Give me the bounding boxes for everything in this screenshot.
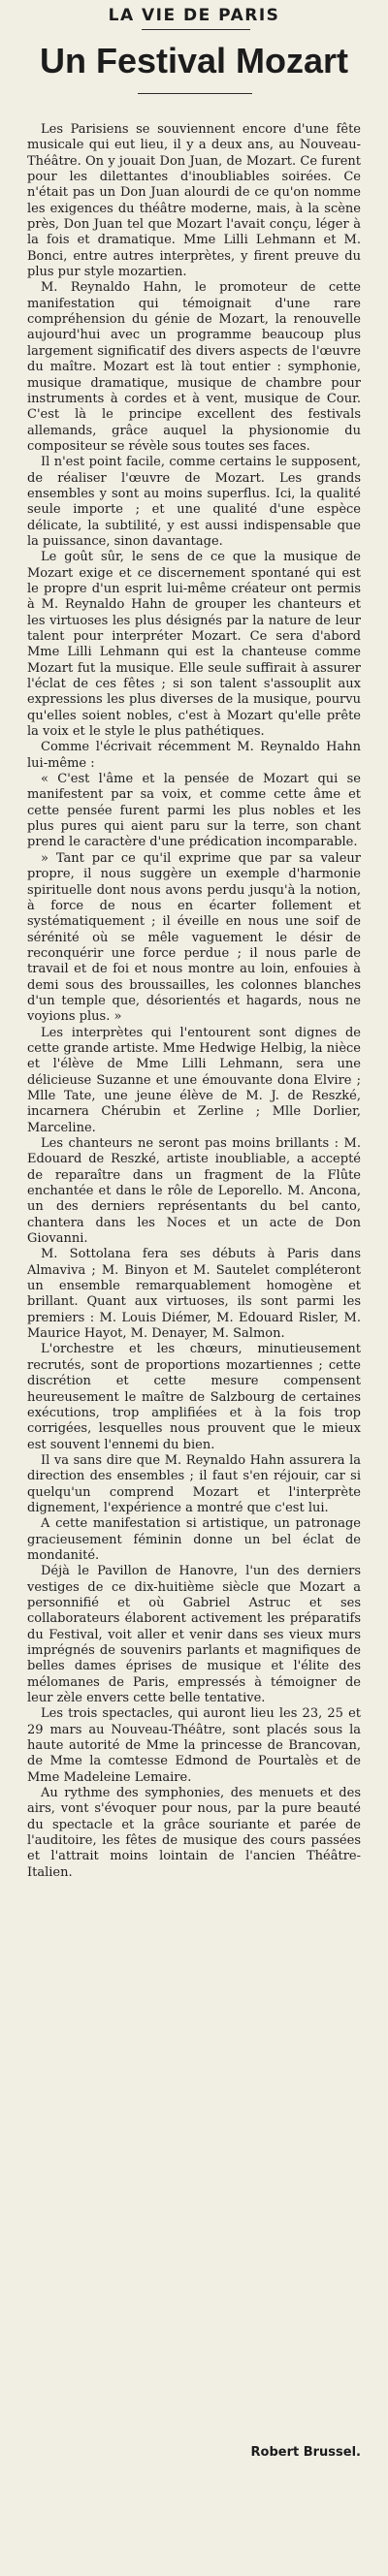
paragraph: Le goût sûr, le sens de ce que la musique de Mozart exige et ce discernement spontané qui est le propre d'un esprit lui-même créateur ont permis à M. Reynaldo Hahn de grouper les chanteurs et les virtuoses les plus désignés par la nature de leur talent pour interpréter Mozart. Ce sera d'abord Mme Lilli Lehmann qui est la chanteuse comme Mozart fut la musique. Elle seule suffirait à assurer l'éclat de ces fêtes ; si son talent s'assouplit aux expressions les plus diverses de la musique, pourvu qu'elles soient nobles, c'est à Mozart qu'elle prête la voix et le style le plus pathétiques. [27, 550, 361, 740]
quote-paragraph: « C'est l'âme et la pensée de Mozart qui se manifestent par sa voix, et comme cette âme et cette pensée furent parmi les plus nobles et les plus pures qui aient paru sur la terre, son chant prend le caractère d'une prédication incomparable. [27, 772, 361, 850]
paragraph: Les chanteurs ne seront pas moins brillants : M. Edouard de Reszké, artiste inoubliable, a accepté de reparaître dans un fragment de la Flûte enchantée et dans le rôle de Leporello. M. Ancona, un des derniers représentants du bel canto, chantera dans les Noces et un acte de Don Giovanni. [27, 1136, 361, 1247]
article-title: Un Festival Mozart [39, 41, 349, 80]
paragraph: A cette manifestation si artistique, un patronage gracieusement féminin donne un bel éclat de mondanité. [27, 1516, 361, 1563]
section-kicker: LA VIE DE PARIS [108, 6, 280, 25]
paragraph: Les Parisiens se souviennent encore d'une fête musicale qui eut lieu, il y a deux ans, au Nouveau-Théâtre. On y jouait Don Juan, de Mozart. Ce furent pour les dilettantes d'inoubliables soirées. Ce n'était pas un Don Juan alourdi de ce qu'on nomme les exigences du théâtre moderne, mais, à la scène près, Don Juan tel que Mozart l'avait conçu, léger à la fois et dramatique. Mme Lilli Lehmann et M. Bonci, entre autres interprètes, y firent preuve du plus pur style mozartien. [27, 122, 361, 280]
quote-paragraph: » Tant par ce qu'il exprime que par sa valeur propre, il nous suggère un exemple d'harmonie spirituelle dont nous avons perdu jusqu'à la notion, à force de nous en écarter follement et systématiquement ; il éveille en nous une soif de sérénité où se mêle vaguement le désir de reconquérir une force perdue ; il nous parle de travail et de foi et nous montre au loin, enfouies à demi sous des broussailles, les colonnes blanches d'un temple que, désorientés et hagards, nous ne voyions plus. » [27, 850, 361, 1025]
paragraph: Les interprètes qui l'entourent sont dignes de cette grande artiste. Mme Hedwige Helbig, la nièce et l'élève de Mme Lilli Lehmann, sera une délicieuse Suzanne et une émouvante dona Elvire ; Mlle Tate, une jeune élève de M. J. de Reszké, incarnera Chérubin et Zerline ; Mlle Dorlier, Marceline. [27, 1025, 361, 1135]
paragraph: Il n'est point facile, comme certains le supposent, de réaliser l'œuvre de Mozart. Les grands ensembles y sont au moins superflus. Ici, la qualité seule importe ; et une qualité d'une espèce délicate, la subtilité, y est aussi indispensable que la puissance, sinon davantage. [27, 455, 361, 549]
author-signature: Robert Brussel. [250, 2445, 361, 2460]
kicker-rule [142, 29, 250, 30]
paragraph: Au rythme des symphonies, des menuets et des airs, vont s'évoquer pour nous, par la pure beauté du spectacle et la grâce souriante et parée de l'auditoire, les fêtes de musique des cours passées et l'attrait moins lointain de l'ancien Théâtre-Italien. [27, 1786, 361, 1880]
paragraph: Les trois spectacles, qui auront lieu les 23, 25 et 29 mars au Nouveau-Théâtre, sont placés sous la haute autorité de Mme la princesse de Brancovan, de Mme la comtesse Edmond de Pourtalès et de Mme Madeleine Lemaire. [27, 1706, 361, 1785]
paragraph: Déjà le Pavillon de Hanovre, l'un des derniers vestiges de ce dix-huitième siècle que Mozart a personnifié et où Gabriel Astruc et ses collaborateurs élaborent activement les préparatifs du Festival, voit aller et venir dans ses vieux murs imprégnés de souvenirs parlants et magnifiques de belles dames éprises de musique et l'élite des mélomanes de Paris, empressés à témoigner de leur zèle envers cette belle tentative. [27, 1564, 361, 1706]
paragraph: Comme l'écrivait récemment M. Reynaldo Hahn lui-même : [27, 740, 361, 771]
paragraph: L'orchestre et les chœurs, minutieusement recrutés, sont de proportions mozartiennes ; cette discrétion et cette mesure compensent heureusement le maître de Salzbourg de certaines exécutions, trop amplifiées et à la fois trop corrigées, lesquelles nous prouvent que le mieux est souvent l'ennemi du bien. [27, 1342, 361, 1452]
article-body [27, 122, 361, 1881]
title-rule [138, 93, 252, 94]
paragraph: Il va sans dire que M. Reynaldo Hahn assurera la direction des ensembles ; il faut s'en réjouir, car si quelqu'un comprend Mozart et l'interprète dignement, l'expérience a montré que c'est lui. [27, 1452, 361, 1515]
paragraph: M. Sottolana fera ses débuts à Paris dans Almaviva ; M. Binyon et M. Sautelet compléteront un ensemble remarquablement homogène et brillant. Quant aux virtuoses, ils sont parmi les premiers : M. Louis Diémer, M. Edouard Risler, M. Maurice Hayot, M. Denayer, M. Salmon. [27, 1247, 361, 1342]
paragraph: M. Reynaldo Hahn, le promoteur de cette manifestation qui témoignait d'une rare compréhension du génie de Mozart, la renouvelle aujourd'hui avec un programme beaucoup plus largement significatif des divers aspects de l'œuvre du maître. Mozart est là tout entier : symphonie, musique dramatique, musique de chambre pour instruments à cordes et à vent, musique de Cour. C'est là le principe excellent des festivals allemands, grâce auquel la physionomie du compositeur se révèle sous toutes ses faces. [27, 280, 361, 454]
